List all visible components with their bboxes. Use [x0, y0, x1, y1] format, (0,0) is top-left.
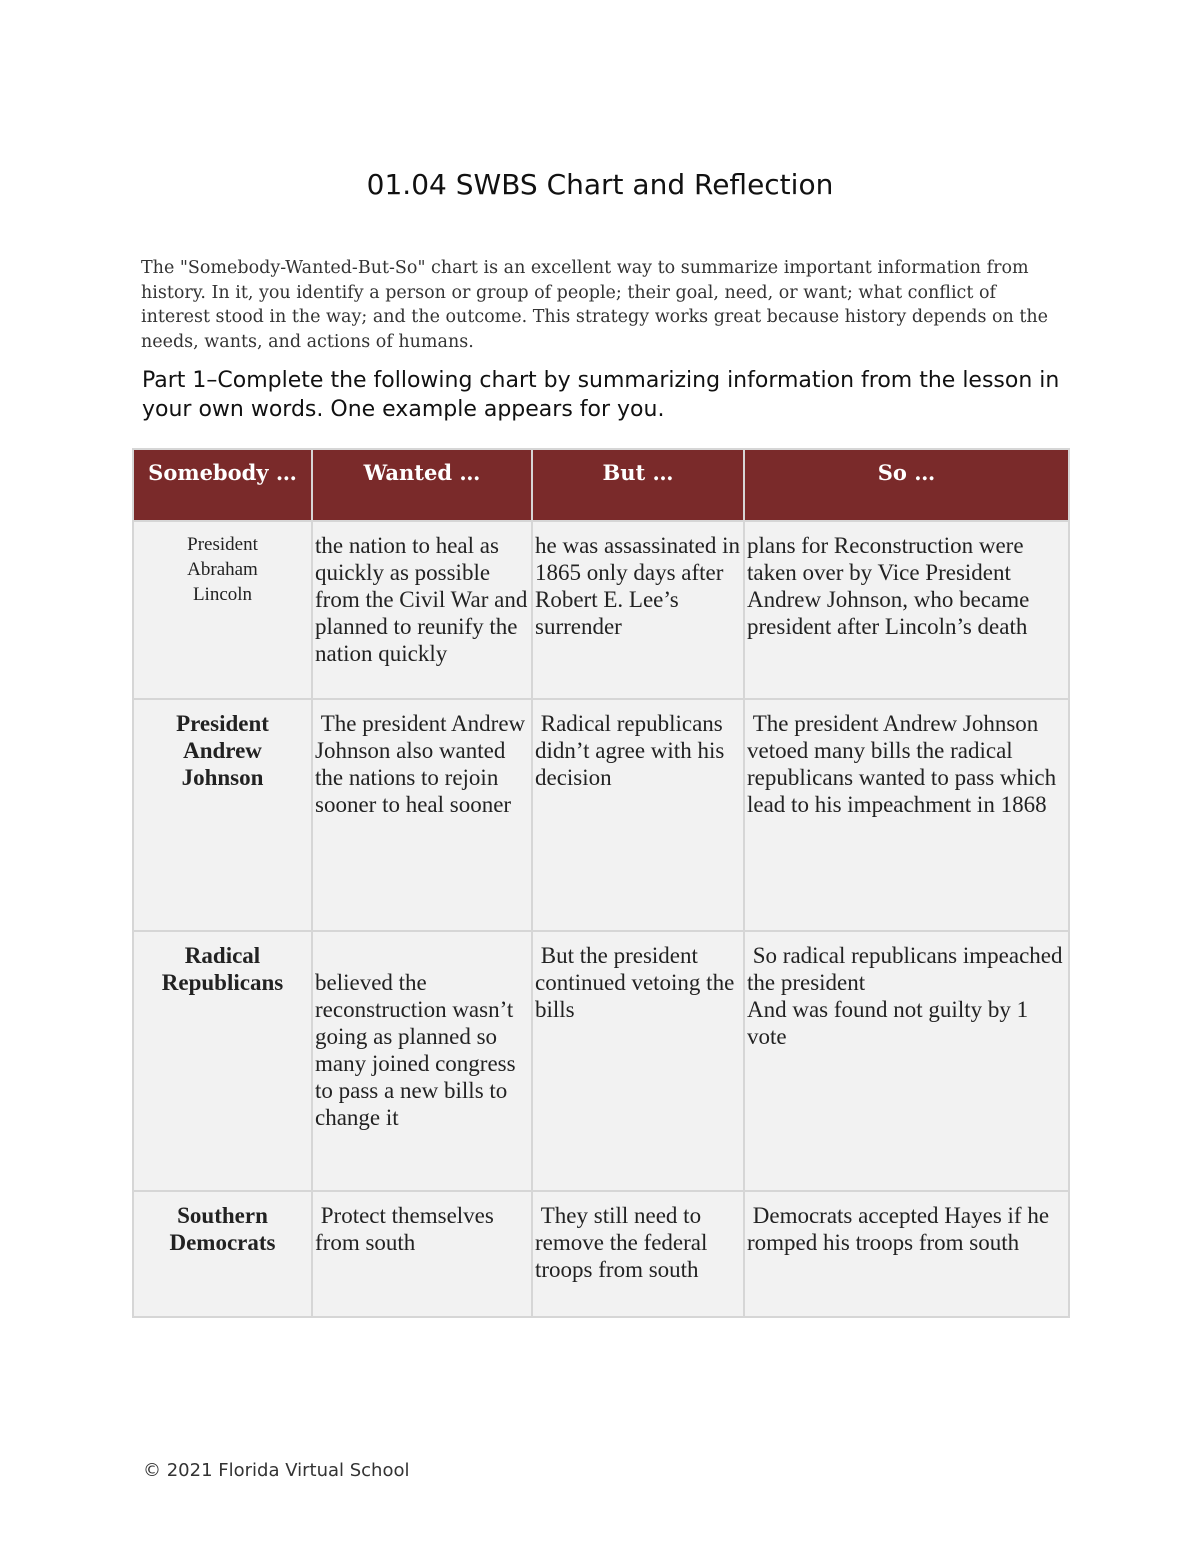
cell-text: President Andrew Johnson — [176, 711, 269, 790]
table-header-row — [133, 449, 1069, 521]
cell-so — [744, 931, 1069, 1191]
copyright-footer: © 2021 Florida Virtual School — [143, 1460, 410, 1481]
cell-so — [744, 521, 1069, 699]
cell-but — [532, 931, 744, 1191]
cell-but — [532, 699, 744, 931]
swbs-chart — [132, 448, 1070, 1318]
cell-text: They still need to remove the federal troops from south — [535, 1203, 714, 1282]
header-somebody: Somebody … — [133, 449, 312, 521]
header-but: But … — [532, 449, 744, 521]
cell-text: believed the reconstruction wasn’t going as planned so many joined congress to pass a new bills to change it — [315, 970, 516, 1130]
cell-so — [744, 699, 1069, 931]
cell-text: President Abraham Lincoln — [187, 534, 258, 605]
cell-text: Southern Democrats — [169, 1203, 276, 1255]
instructions: Part 1–Complete the following chart by summarizing information from the lesson in your own words. One example appears for you. — [142, 368, 1060, 422]
cell-text: But the president continued vetoing the bills — [535, 943, 741, 1022]
cell-somebody — [133, 1191, 312, 1317]
cell-wanted — [312, 521, 532, 699]
cell-somebody — [133, 521, 312, 699]
intro-paragraph: The "Somebody-Wanted-But-So" chart is an excellent way to summarize important information from history. In it, you identify a person or group of people; their goal, need, or want; what conflict of interest stood in the way; and the outcome. This strategy works great because history depends on the needs, wants, and actions of humans. — [141, 258, 1049, 352]
cell-text: he was assassinated in 1865 only days after Robert E. Lee’s surrender — [535, 533, 746, 639]
table-row — [133, 931, 1069, 1191]
cell-wanted — [312, 699, 532, 931]
page-title: 01.04 SWBS Chart and Reflection — [366, 168, 834, 201]
cell-text: Radical Republicans — [161, 943, 284, 995]
table-row — [133, 699, 1069, 931]
table-row — [133, 1191, 1069, 1317]
table-row — [133, 521, 1069, 699]
cell-text: Protect themselves from south — [315, 1203, 500, 1255]
cell-wanted — [312, 1191, 532, 1317]
cell-text: plans for Reconstruction were taken over by Vice President Andrew Johnson, who became president after Lincoln’s death — [747, 533, 1036, 639]
header-so: So … — [744, 449, 1069, 521]
cell-text: the nation to heal as quickly as possible from the Civil War and planned to reunify the nation quickly — [315, 533, 534, 666]
cell-so — [744, 1191, 1069, 1317]
cell-text: The president Andrew Johnson also wanted the nations to rejoin sooner to heal sooner — [315, 711, 531, 817]
cell-text: The president Andrew Johnson vetoed many bills the radical republicans wanted to pass which lead to his impeachment in 1868 — [747, 711, 1062, 817]
cell-but — [532, 1191, 744, 1317]
cell-wanted — [312, 931, 532, 1191]
cell-but — [532, 521, 744, 699]
cell-text: Radical republicans didn’t agree with his decision — [535, 711, 731, 790]
cell-text: So radical republicans impeached the president And was found not guilty by 1 vote — [747, 943, 1063, 1049]
cell-text: Democrats accepted Hayes if he romped his troops from south — [747, 1203, 1055, 1255]
cell-somebody — [133, 931, 312, 1191]
header-wanted: Wanted … — [312, 449, 532, 521]
cell-somebody — [133, 699, 312, 931]
